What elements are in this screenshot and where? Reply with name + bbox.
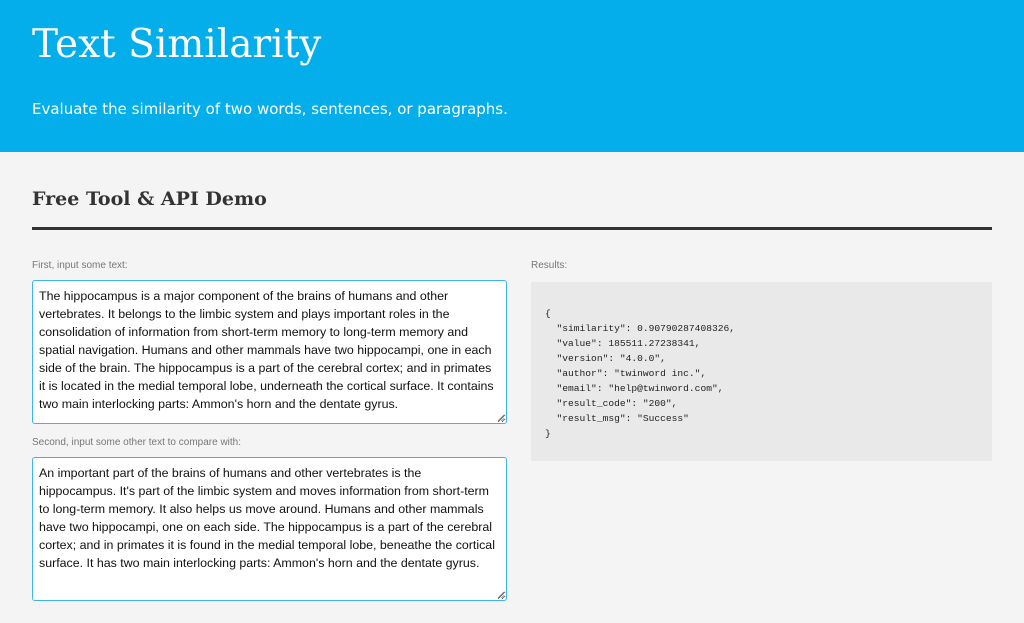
section-title: Free Tool & API Demo <box>32 188 267 210</box>
results-json: { "similarity": 0.90790287408326, "value": 185511.27238341, "version": "4.0.0", "author": "twinword inc.", "email": "help@twinword.com", "result_code": "200", "result_msg": "Success" } <box>545 308 735 439</box>
page-title: Text Similarity <box>32 22 322 67</box>
first-text-label: First, input some text: <box>32 260 128 271</box>
section-divider <box>32 227 992 230</box>
results-label: Results: <box>531 260 568 271</box>
resize-handle-icon[interactable] <box>497 414 504 421</box>
resize-handle-icon[interactable] <box>497 591 504 598</box>
first-text-input[interactable] <box>32 280 507 424</box>
second-text-label: Second, input some other text to compare with: <box>32 437 241 448</box>
hero-banner <box>0 0 1024 152</box>
second-text-input[interactable] <box>32 457 507 601</box>
second-text-value: An important part of the brains of humans and other vertebrates is the hippocampus. It's part of the limbic system and moves information from short-term to long-term memory. It also helps us move around. Humans and other mammals have two hippocampi, one on each side. The hippocampus is a part of the cerebral cortex; and in primates it is found in the medial temporal lobe, beneathe the cortical surface. It has two main interlocking parts: Ammon's horn and the dentate gyrus. <box>39 466 495 570</box>
page-subtitle: Evaluate the similarity of two words, sentences, or paragraphs. <box>32 100 508 118</box>
results-panel <box>531 282 992 461</box>
first-text-value: The hippocampus is a major component of the brains of humans and other vertebrates. It belongs to the limbic system and plays important roles in the consolidation of information from short-term memory to long-term memory and spatial navigation. Humans and other mammals have two hippocampi, one in each side of the brain. The hippocampus is a part of the cerebral cortex; and in primates it is located in the medial temporal lobe, underneath the cortical surface. It contains two main interlocking parts: Ammon's horn and the dentate gyrus. <box>39 289 494 411</box>
